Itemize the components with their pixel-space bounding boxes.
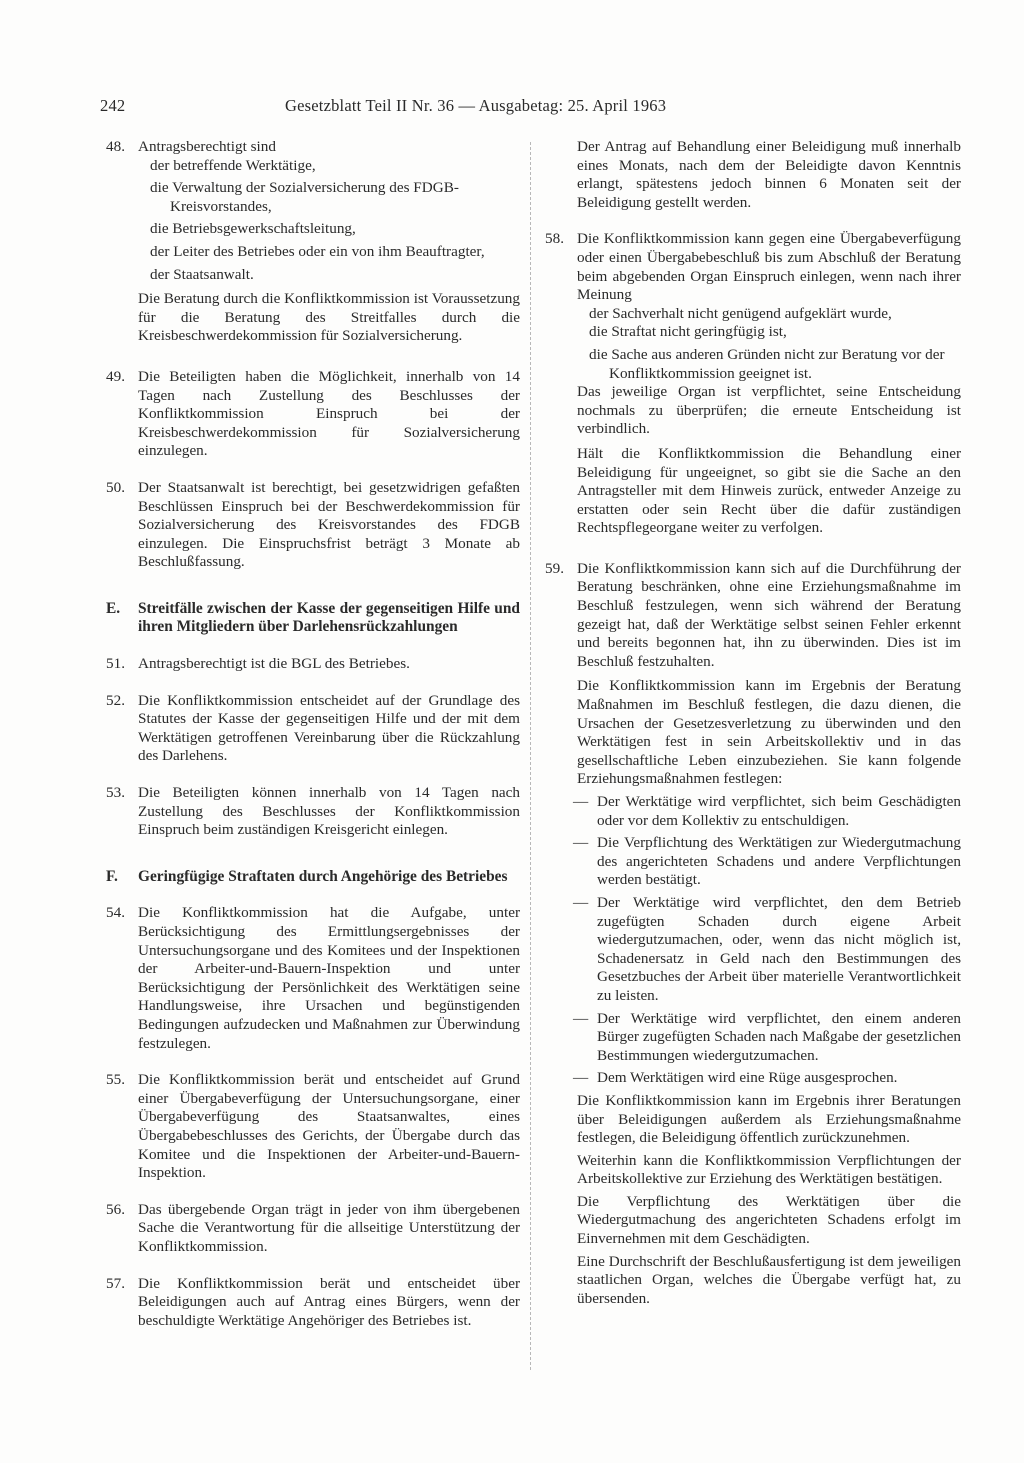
page-number: 242 (100, 96, 126, 115)
paragraph-59 (545, 560, 961, 672)
paragraph-text: Die Konfliktkommission kann im Ergebnis ihrer Beratungen über Beleidigungen außerdem als Erziehungsmaßnahme festlegen, die Beleidigung öffentlich zurückzunehmen. (577, 1091, 961, 1147)
paragraph-number: 55. (106, 1071, 125, 1089)
paragraph-54 (106, 904, 520, 1053)
paragraph-text: Der Antrag auf Behandlung einer Beleidigung muß innerhalb eines Monats, nach dem der Beleidigte davon Kenntnis erlangt, spätestens jedoch binnen 6 Monaten seit der Beleidigung gestellt werden. (577, 138, 961, 211)
paragraph-text: Die Konfliktkommission berät und entscheidet über Beleidigungen auch auf Antrag eines Bürgers, wenn der beschuldigte Werktätige Angehöriger des Betriebes ist. (138, 1274, 520, 1329)
right-column (545, 138, 961, 1308)
paragraph-number: 49. (106, 367, 125, 385)
paragraph-text: Die Verpflichtung des Werktätigen über die Wiedergutmachung des angerichteten Schadens erfolgt im Einvernehmen mit dem Geschädigten. (577, 1192, 961, 1248)
objection-list (545, 305, 961, 383)
list-item: der betreffende Werktätige, (150, 156, 316, 174)
paragraph-53 (106, 784, 520, 840)
running-title: Gesetzblatt Teil II Nr. 36 — Ausgabetag: 25. April 1963 (285, 96, 667, 115)
paragraph-58 (545, 230, 961, 304)
measure-text: Die Verpflichtung des Werktätigen zur Wiedergutmachung des angerichteten Schadens und andere Verpflichtungen werden bestätigt. (597, 834, 961, 889)
paragraph-59-text-6 (545, 1253, 961, 1309)
paragraph-51 (106, 655, 520, 674)
paragraph-text: Die Konfliktkommission hat die Aufgabe, unter Berücksichtigung des Ermittlungsergebnisses der Untersuchungsorgane und des Komitees und der Inspektionen der Arbeiter-und-Bauern-Inspektion und unter Berücksichtigung der Persönlichkeit des Werktätigen seine Handlungsweise, ihre Ursachen und begünstigenden Bedingungen aufzudecken und Maßnahmen zur Überwindung festzulegen. (138, 904, 520, 1052)
section-e-heading (106, 600, 520, 637)
measure-item (545, 834, 961, 890)
paragraph-55 (106, 1071, 520, 1183)
paragraph-text: Die Konfliktkommission kann sich auf die Durchführung der Beratung beschränken, ohne eine Erziehungsmaßnahme im Beschluß festzulegen, wenn sich während der Beratung gezeigt hat, daß der Werktätige selbst seinen Fehler erkennt und bereits begonnen hat, ihn zu überwinden. Dies ist im Beschluß festzuhalten. (577, 559, 961, 670)
paragraph-number: 53. (106, 784, 125, 802)
measure-text: Der Werktätige wird verpflichtet, den einem anderen Bürger zugefügten Schaden nach Maßgabe der gesetzlichen Bestimmungen wiedergutzumachen. (597, 1009, 961, 1064)
section-title: Streitfälle zwischen der Kasse der gegenseitigen Hilfe und ihren Mitgliedern über Darlehensrückzahlungen (138, 599, 520, 636)
paragraph-57 (106, 1275, 520, 1331)
dash-marker: — (573, 793, 589, 810)
paragraph-text: Die Beratung durch die Konfliktkommission ist Voraussetzung für die Beratung des Streitfalles durch die Kreisbeschwerdekommission für Sozialversicherung. (138, 290, 520, 345)
paragraph-text: Die Konfliktkommission kann gegen eine Übergabeverfügung oder einen Übergabebeschluß bis zum Abschluß der Beratung beim abgebenden Organ Einspruch einlegen, wenn nach ihrer Meinung (577, 230, 961, 304)
measure-item (545, 793, 961, 830)
list-item: die Verwaltung der Sozialversicherung des FDGB-Kreisvorstandes, (150, 179, 459, 215)
list-item: die Betriebsgewerkschaftsleitung, (150, 220, 356, 238)
paragraph-lead: Antragsberechtigt sind (138, 138, 276, 155)
section-f-heading (106, 868, 520, 887)
measure-item (545, 1010, 961, 1066)
paragraph-58-text-2 (545, 383, 961, 439)
paragraph-59-text-5 (545, 1193, 961, 1249)
paragraph-text: Die Konfliktkommission kann im Ergebnis der Beratung Maßnahmen im Beschluß festlegen, die dazu dienen, die Ursachen der Gesetzesverletzung zu überwinden und den Werktätigen fest in sein Arbeitskollektiv und in das gesellschaftliche Leben einzubeziehen. Sie kann folgende Erziehungsmaßnahmen festlegen: (577, 677, 961, 788)
measure-item (545, 1069, 961, 1088)
paragraph-text: Der Staatsanwalt ist berechtigt, bei gesetzwidrigen gefaßten Beschlüssen Einspruch bei der Beschwerdekommission für Sozialversicherung des Kreisvorstandes des FDGB einzulegen. Die Einspruchsfrist beträgt 3 Monate ab Beschlußfassung. (138, 478, 520, 571)
page-header (100, 96, 870, 122)
measure-text: Der Werktätige wird verpflichtet, den dem Betrieb zugefügten Schaden durch eigene Arbeit wiedergutzumachen, oder, wenn das nicht möglich ist, Schadenersatz in Geld nach den Bestimmungen des Gesetzbuches der Arbeit über materielle Verantwortlichkeit zu leisten. (597, 893, 961, 1004)
paragraph-text: Weiterhin kann die Konfliktkommission Verpflichtungen der Arbeitskollektive zur Erziehung des Werktätigen bestätigen. (577, 1151, 961, 1188)
paragraph-text: Die Konfliktkommission berät und entscheidet auf Grund einer Übergabeverfügung der Untersuchungsorgane, einer Übergabeverfügung des Staatsanwaltes, eines Übergabebeschlusses des Gerichts, der Übergabe durch das Komitee und die Inspektionen der Arbeiter-und-Bauern-Inspektion. (138, 1071, 520, 1182)
list-item: die Sache aus anderen Gründen nicht zur Beratung vor der Konfliktkommission geeignet ist. (589, 345, 945, 382)
paragraph-text: Eine Durchschrift der Beschlußausfertigung ist dem jeweiligen staatlichen Organ, welches die Übergabe verfügt hat, zu übersenden. (577, 1252, 961, 1307)
column-divider (530, 142, 531, 1370)
paragraph-58-text-3 (545, 445, 961, 538)
paragraph-number: 54. (106, 904, 125, 922)
paragraph-text: Hält die Konfliktkommission die Behandlung einer Beleidigung für ungeeignet, so gibt sie die Sache an den Antragsteller mit dem Hinweis zurück, entweder Anzeige zu erstatten oder sein Recht über die dafür zuständigen Rechtspflegeorgane weiter zu verfolgen. (577, 444, 961, 537)
paragraph-48-text (106, 290, 520, 346)
paragraph-number: 57. (106, 1274, 125, 1292)
paragraph-number: 52. (106, 691, 125, 709)
section-letter: F. (106, 867, 118, 885)
paragraph-text: Das übergebende Organ trägt in jeder von ihm übergebenen Sache die Verantwortung für die allseitige Unterstützung der Konfliktkommission. (138, 1200, 520, 1255)
paragraph-text: Die Beteiligten haben die Möglichkeit, innerhalb von 14 Tagen nach Zustellung des Beschlusses der Konfliktkommission Einspruch bei der Kreisbeschwerdekommission für Sozialversicherung einzulegen. (138, 367, 520, 460)
list-item: der Sachverhalt nicht genügend aufgeklärt wurde, (589, 304, 892, 322)
paragraph-59-text-4 (545, 1152, 961, 1189)
list-item: der Leiter des Betriebes oder ein von ihm Beauftragter, (150, 242, 485, 260)
paragraph-59-text-3 (545, 1092, 961, 1148)
paragraph-number: 50. (106, 478, 125, 496)
measure-text: Der Werktätige wird verpflichtet, sich beim Geschädigten oder vor dem Kollektiv zu entschuldigen. (597, 793, 961, 829)
left-column (106, 138, 520, 1330)
paragraph-number: 56. (106, 1200, 125, 1218)
paragraph-number: 51. (106, 655, 125, 673)
list-item: die Straftat nicht geringfügig ist, (589, 323, 787, 341)
list-item: der Staatsanwalt. (150, 265, 254, 283)
paragraph-text: Die Konfliktkommission entscheidet auf der Grundlage des Statutes der Kasse der gegenseitigen Hilfe und der mit dem Werktätigen getroffenen Vereinbarung über die Rückzahlung des Darlehens. (138, 691, 520, 765)
paragraph-text: Antragsberechtigt ist die BGL des Betriebes. (138, 655, 410, 673)
dash-marker: — (573, 893, 589, 911)
paragraph-59-text-2 (545, 677, 961, 789)
paragraph-number: 58. (545, 230, 564, 248)
section-title: Geringfügige Straftaten durch Angehörige des Betriebes (138, 867, 508, 885)
measure-item (545, 894, 961, 1006)
section-letter: E. (106, 599, 121, 617)
paragraph-52 (106, 692, 520, 766)
paragraph-49 (106, 368, 520, 461)
dash-marker: — (573, 834, 589, 852)
paragraph-text: Das jeweilige Organ ist verpflichtet, seine Entscheidung nochmals zu überprüfen; die erneute Entscheidung ist verbindlich. (577, 383, 961, 438)
paragraph-text: Die Beteiligten können innerhalb von 14 Tagen nach Zustellung des Beschlusses der Konfliktkommission Einspruch beim zuständigen Kreisgericht einlegen. (138, 784, 520, 839)
paragraph-48 (106, 138, 520, 157)
dash-marker: — (573, 1009, 589, 1027)
measure-text: Dem Werktätigen wird eine Rüge ausgesprochen. (597, 1069, 898, 1087)
paragraph-50 (106, 479, 520, 572)
paragraph-57-continued (545, 138, 961, 212)
paragraph-56 (106, 1201, 520, 1257)
paragraph-number: 48. (106, 138, 125, 155)
dash-marker: — (573, 1069, 589, 1087)
entitled-list (106, 157, 520, 285)
paragraph-number: 59. (545, 559, 564, 577)
